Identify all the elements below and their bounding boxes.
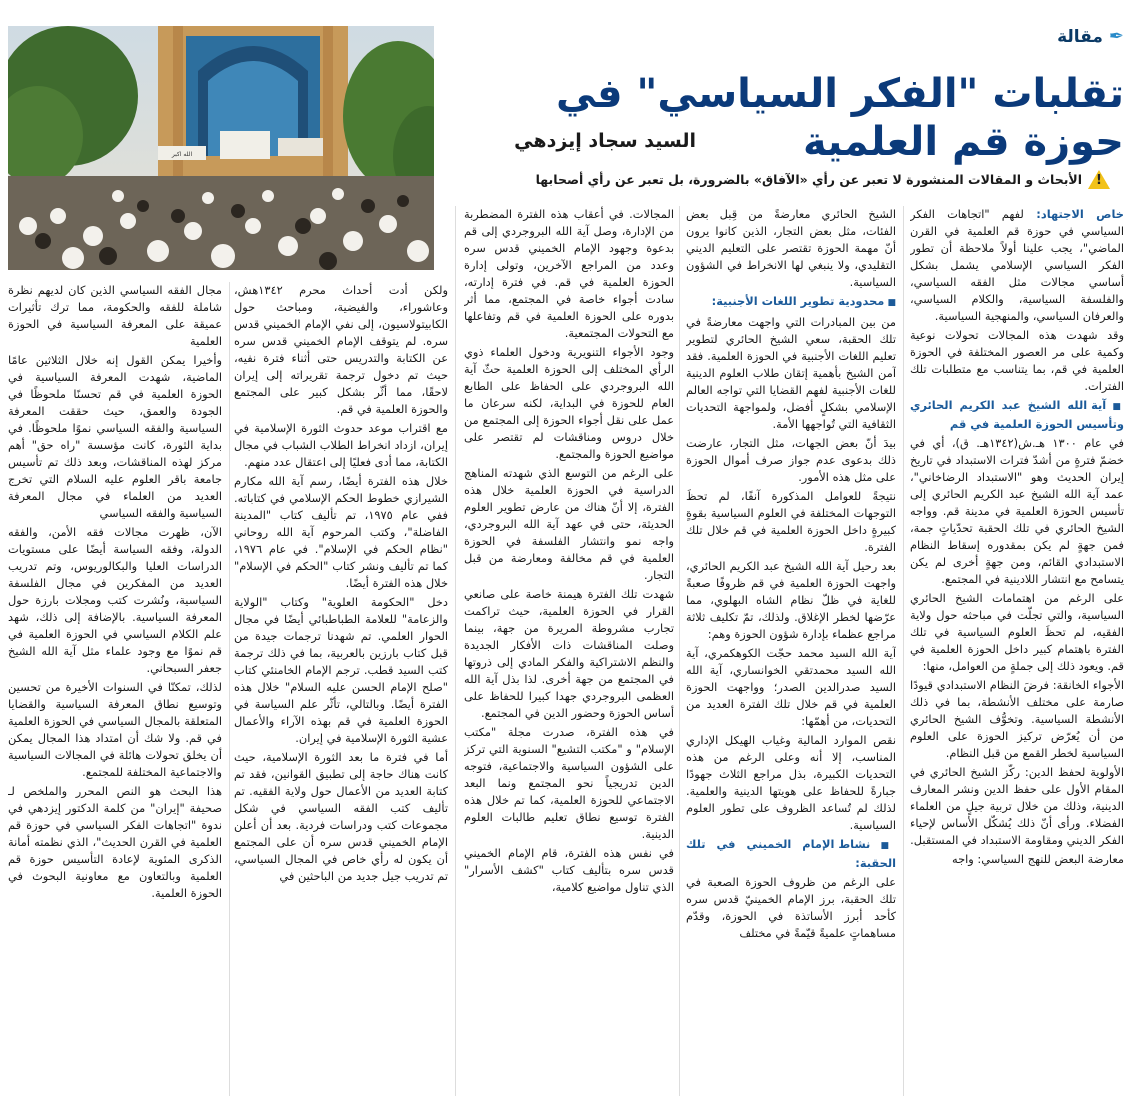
mosque-crowd-image [8,26,434,270]
article-paragraph: شهدت تلك الفترة هيمنة خاصة على صانعي القرار في الحوزة العلمية، حيث تراكمت تجارب مشروطة المريرة من جهة، بينما وصلت المناقشات ذات الأفكار الجديدة والنظم الاشتراكية والفكر المادي إلى ذروتها في المجتمع من جهة أخرى. لذا بذل آية الله العظمى البروجردي جهدا كبيرا للحفاظ على أساس الحوزة وحضور الدين في المجتمع. [464,587,674,720]
article-paragraph: مع اقتراب موعد حدوث الثورة الإسلامية في إيران، ازداد انخراط الطلاب الشباب في مجال الكتابة، مما أدى فعليًا إلى اعتقال عدد منهم. [234,421,448,469]
article-paragraph: الآن، ظهرت مجالات فقه الأمن، والفقه الدولة، وفقه السياسة أيضًا على مستويات الدراسات العليا والبكالوريوس، وتم تدريب العديد من المفكرين في مجال الفلسفة السياسية، ونُشرت كتب ومجلات بارزة حول المعرفة السياسية. بالإضافة إلى ذلك، شهد علم الكلام السياسي في الحوزة العلمية في قم نموًا مع وجود علماء مثل آية الله الشيخ جعفر السبحاني. [8,525,222,675]
article-paragraph: الأولوية لحفظ الدين: ركّز الشيخ الحائري في المقام الأول على حفظ الدين ونشر المعارف الدينية، وذلك من خلال تربية جيلٍ من العلماء الفضلاء. ورأى أنّ ذلك يُشكّل الأساس لإحياء الفكر الديني ومقاومة الاستبداد في المستقبل. [910,765,1124,847]
article-paragraph: في هذه الفترة، صدرت مجلة "مكتب الإسلام" و "مكتب التشيع" السنوية التي تركز على الشؤون السياسية والاجتماعية، فتوجه الدين تدريجياً نحو المجتمع ونما البعد الاجتماعي للحوزة العلمية، كما تم خلال هذه الفترة توسيع نطاق تعليم طالبات العلوم الدينية. [464,725,674,841]
feather-icon: ✒ [1108,26,1124,47]
article-paragraph: لذلك، تمكنّا في السنوات الأخيرة من تحسين وتوسيع نطاق المعرفة السياسية والقضايا المتعلقة بالمجال السياسي في الحوزة العلمية في قم. ولا شك أن امتداد هذا المجال يمكن أن يخلق تحولات هائلة في المجالات السياسية والاجتماعية المختلفة للمجتمع. [8,680,222,779]
article-paragraph: وقد شهدت هذه المجالات تحولات نوعية وكمية على مر العصور المختلفة في الحوزة العلمية في قم، بما يتناسب مع متطلبات تلك الفترات. [910,328,1124,393]
article-paragraph: نقص الموارد المالية وغياب الهيكل الإداري المناسب، إلا أنه وعلى الرغم من هذه التحديات الكبيرة، بذل مراجع الثلاث جهودًا جبارةً للحفاظ على هويتها الدينية والعلمية. لذلك لم تُساعد الظروف على تطور العلوم السياسية. [686,733,896,832]
disclaimer [536,170,1110,189]
article-paragraph: من بين المبادرات التي واجهت معارضةً في تلك الحقبة، سعي الشيخ الحائري لتطوير تعليم اللغات الأجنبية في الحوزة العلمية. فقد آمن الشيخ بأهمية إتقان طلاب العلوم الدينية للغات الأجنبية لفهم القضايا التي تواجه العالم الإسلامي بشكلٍ أفضل، ولمواجهة التحديات الثقافية التي تُواجهها الأمة. [686,315,896,431]
section-label: مقالة [1057,26,1103,47]
article-paragraph: مجال الفقه السياسي الذين كان لديهم نظرة شاملة للفقه والحكومة، مما ترك تأثيرات عميقة على المعرفة السياسية في الحوزة العلمية [8,283,222,348]
article-paragraph: معارضة البعض للنهج السياسي: واجه [951,852,1124,866]
article-photo [8,26,434,270]
article-paragraph: في نفس هذه الفترة، قام الإمام الخميني قدس سره بتأليف كتاب "كشف الأسرار" الذي تناول مواضيع كلامية، [464,846,674,894]
warning-icon [1088,170,1110,189]
section-subheading: ■ نشاط الإمام الخميني في تلك الحقبة: [686,836,896,872]
section-subheading: ■ آية الله الشيخ عبد الكريم الحائري وتأسيس الحوزة العلمية في قم [910,397,1124,433]
banner-text: الله اكبر [171,151,193,158]
article-paragraph: خلال هذه الفترة أيضًا، رسم آية الله مكارم الشيرازي خطوط الحكم الإسلامي في كتاباته. ففي عام ١٩٧٥، تم تأليف كتاب "المدينة الفاضلة"، وكتب المرحوم آية الله روحاني "نظام الحكم في الإسلام". في عام ١٩٧٦، كما تم تأليف ونشر كتاب "الحكم في الإسلام" خلال هذه الفترة أيضًا. [234,474,448,590]
article-paragraph: نتيجةً للعوامل المذكورة آنفًا، لم تحظَ التوجهات المختلفة في العلوم السياسية بقوةٍ كبيرةٍ داخل الحوزة العلمية في قم خلال تلك الفترة. [686,489,896,554]
article-column-1 [910,206,1124,1096]
article-column-4 [234,282,448,1096]
article-paragraph: هذا البحث هو النص المحرر والملخص لـ صحيفة "إيران" من كلمة الدكتور إيزدهي في ندوة "اتجاهات الفكر السياسي في حوزة قم العلمية في القرن الحديث"، الذي نظمته أمانة الذكرى المئوية لإعادة التأسيس حوزة قم العلمية وبالتعاون مع معاونية البحوث في الحوزة العلمية. [8,784,222,900]
section-tag [1057,26,1124,47]
article-paragraph: بيدَ أنّ بعض الجهات، مثل التجار، عارضت ذلك بدعوى عدم جواز صرف أموال الحوزة على مثل هذه الأمور. [686,436,896,484]
column-rule [679,206,680,1096]
paragraph-text: لفهم "اتجاهات الفكر السياسي في حوزة قم العلمية في القرن الماضي"، يجب علينا أولاً ملاحظة أن تطور الفكر السياسي الإسلامي يشمل بشكل أساسي مجالات مثل الفقه السياسي، والفلسفة السياسية، والكلام السياسي، والعرفان السياسي، والمنهجية السياسية. [910,207,1124,323]
section-subheading: ■ محدودية تطوير اللغات الأجنبية: [686,293,896,312]
article-paragraph: ولكن أدت أحداث محرم ١٣٤٢هش، وعاشوراء، والفيضية، ومباحث حول الكابيتولاسيون، إلى نفي الإمام الخميني قدس سره. لم يتوقف الإمام الخميني قدس سره عن الكتابة والتدريس حتى أثناء فترة نفيه، حيث تم دخول ترجمة تقريراته إلى إيران لاحقًا، مما أثّر بشكل كبير على المجتمع والحوزة العلمية في قم. [234,283,448,416]
column-rule [229,282,230,1096]
article-column-2 [686,206,896,1096]
article-author: السيد سجاد إيزدهي [514,130,696,152]
article-paragraph: في عام ١٣٠٠ هـ.ش(١٣٤٢هـ. ق)، أي في خضمّ فترةٍ من أشدّ فترات الاستبداد في تاريخ إيران الحديث وهو "الاستبداد الرضاخاني"، عمد آية الله الشيخ عبد الكريم الحائري إلى تأسيس الحوزة العلمية في مدينة قم. وواجه الشيخ الحائري في تلك الحقبة تحدّياتٍ جمة، فمن جهةٍ لم يكن بمقدوره إسقاط النظام الاستبدادي القائم، ومن جهةٍ أخرى لم يكن يتسامح مع انتشار اللادينية في المجتمع. [910,436,1124,586]
article-paragraph: الأجواء الخانقة: فرضَ النظام الاستبدادي قيودًا صارمة على مختلف الأنشطة، بما في ذلك الأنشطة السياسية. وتخوُّف الشيخ الحائري من أن يُعرّض تركيز الحوزة على العلوم السياسية لخطر القمع من قبل النظام. [910,678,1124,760]
article-paragraph: دخل "الحكومة العلوية" وكتاب "الولاية والزعامة" للعلامة الطباطبائي أيضًا في مجال الحوار العلمي. تم شهدنا ترجمات جيدة من قبل كتاب بارزين بالعربية، بما في ذلك ترجمة كتب السيد قطب. ترجم الإمام الخامنئي كتاب "صلح الإمام الحسن عليه السلام" خلال هذه الفترة أيضًا. وبالتالي، تأثّر علم السياسة في الحوزة العلمية في قم بهذه الآراء والأعمال عشية الثورة الإسلامية في إيران. [234,595,448,745]
column-rule [903,206,904,1096]
lead-label: خاص الاجتهاد: [1023,207,1124,221]
article-paragraph [910,206,1124,325]
article-paragraph: آية الله السيد محمد حجّت الكوهكمري، آية الله السيد محمدتقي الخوانساري، آية الله السيد صدرالدين الصدر؛ وواجهت الحوزة العلمية في قم خلال تلك الفترة العديد من التحديات، من أهمّها: [686,646,896,728]
disclaimer-text: الأبحاث و المقالات المنشورة لا تعبر عن رأي «الآفاق» بالضرورة، بل تعبر عن رأي أصحابها [535,172,1082,187]
article-paragraph: وجود الأجواء التنويرية ودخول العلماء ذوي الرأي المختلف إلى الحوزة العلمية حثّ آية الله البروجردي على الحفاظ على الطابع العام للحوزة في البداية، لكنه سرعان ما عمل على نقل أجواء الحوزة إلى المجتمع من خلال دروس ومناقشات لم تقتصر على مواضيع الحوزة والمجتمع. [464,345,674,461]
article-paragraph: الشيخ الحائري معارضةً من قِبل بعض الفئات، مثل بعض التجار، الذين كانوا يرون أنّ مهمة الحوزة تقتصر على التعليم الديني التقليدي، ولا ينبغي لها الانخراط في الشؤون السياسية. [686,207,896,289]
article-paragraph: بعد رحيل آية الله الشيخ عبد الكريم الحائري، واجهت الحوزة العلمية في قم ظروفًا صعبةً للغاية في ظلّ نظام الشاه البهلوي، مما عرّضها لخطر الإغلاق. ولذلك، تمّ تكليف ثلاثة مراجع عظماء بإدارة شؤون الحوزة وهم: [686,559,896,641]
article-paragraph: أما في فترة ما بعد الثورة الإسلامية، حيث كانت هناك حاجة إلى تطبيق القوانين، فقد تم كتابة العديد من الأعمال حول ولاية الفقيه. تم تأليف كتب الفقه السياسي في شكل مجموعات كتب ودراسات فردية. بعد أن أعلن الإمام الخميني قدس سره أن على المجتمع أن يكون له رأي خاص في المجال السياسي، تم تدريب جيل جديد من الباحثين في [234,750,448,883]
article-paragraph: المجالات. في أعقاب هذه الفترة المضطربة من الإدارة، وصل آية الله البروجردي إلى قم بدعوة وجهود الإمام الخميني قدس سره وعدد من المراجع الآخرين، وتولى إدارة الحوزة العلمية في قم. في فترة إدارته، سادت أجواء خاصة في المجتمع، مما أثر بدوره على الحوزة العلمية في قم وتفاعلها مع التحولات المجتمعية. [464,207,674,340]
column-rule [455,206,456,1096]
article-column-5 [8,282,222,1096]
article-paragraph: وأخيرا يمكن القول إنه خلال الثلاثين عامًا الماضية، شهدت المعرفة السياسية في الحوزة العلمية في قم تحسنًا ملحوظًا في الجودة والعمق، حيث حققت المعرفة السياسية والفقه السياسي نموًا ملحوظًا. في بداية الثورة، كانت مؤسسة "راه حق" أهم مركز لهذه المناقشات، وبعد ذلك تم تأسيس جامعة باقر العلوم عليه السلام التي تخرج العديد من العلماء في مجال المعرفة السياسية والفقه السياسي [8,353,222,520]
article-paragraph: على الرغم من ظروف الحوزة الصعبة في تلك الحقبة، برز الإمام الخمينيّ قدس سره كأحد أبرز الأساتذة في الحوزة، وقدّم مساهماتٍ علميةً قيّمةً في مختلف [686,875,896,940]
article-title: تقلبات "الفكر السياسي" في حوزة قم العلمية [555,71,1124,165]
article-paragraph: على الرغم من اهتمامات الشيخ الحائري السياسية، والتي تجلّت في مباحثه حول ولاية الفقيه، لم تحظَ العلوم السياسية في تلك الفترة باهتمام كبير داخل الحوزة العلمية في قم. ويعود ذلك إلى جملةٍ من العوامل، منها: [910,591,1124,673]
article-column-3 [464,206,674,1096]
article-paragraph: على الرغم من التوسع الذي شهدته المناهج الدراسية في الحوزة العلمية خلال هذه الفترة، إلا أنّ هناك من عارض تطوير العلوم الحديثة، حتى في عهد آية الله البروجردي، واجه نمو وانتشار الفلسفة في الحوزة العلمية في قم مخالفة ومعارضة من قبل التجار. [464,466,674,582]
